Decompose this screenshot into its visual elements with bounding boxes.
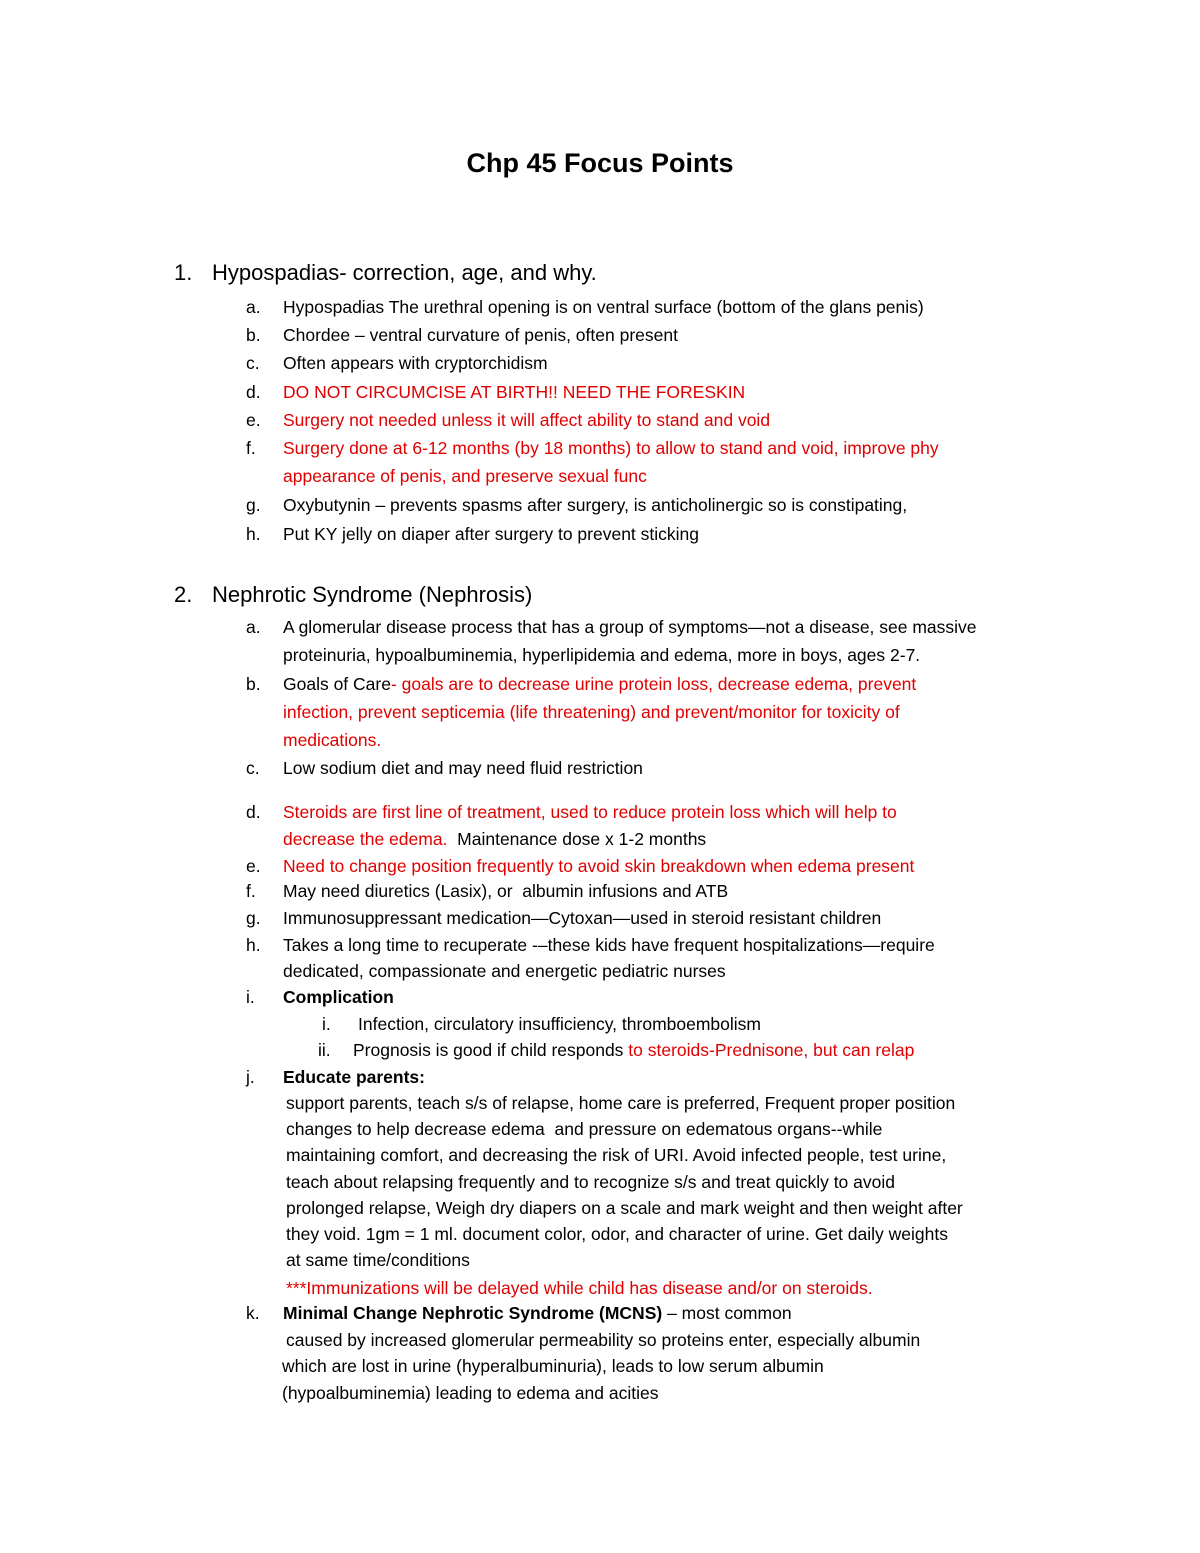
page-title: Chp 45 Focus Points xyxy=(466,148,734,178)
paragraph-line: they void. 1gm = 1 ml. document color, odor, and character of urine. Get daily weights xyxy=(286,1224,948,1244)
list-item-continuation: infection, prevent septicemia (life threatening) and prevent/monitor for toxicity of xyxy=(283,702,900,722)
list-marker: i. xyxy=(322,1014,331,1034)
list-item-text: Infection, circulatory insufficiency, thromboembolism xyxy=(358,1014,761,1034)
list-item-text: Steroids are first line of treatment, used to reduce protein loss which will help to xyxy=(283,802,897,822)
list-marker: c. xyxy=(246,758,260,778)
paragraph-line: teach about relapsing frequently and to recognize s/s and treat quickly to avoid xyxy=(286,1172,895,1192)
list-item-text: Surgery not needed unless it will affect ability to stand and void xyxy=(283,410,771,430)
list-marker: f. xyxy=(246,881,256,901)
list-item-text: Surgery done at 6-12 months (by 18 months) to allow to stand and void, improve phy xyxy=(283,438,939,458)
list-marker: h. xyxy=(246,935,261,955)
paragraph-line: prolonged relapse, Weigh dry diapers on a scale and mark weight and then weight after xyxy=(286,1198,963,1218)
list-marker: d. xyxy=(246,802,261,822)
list-item-text: Low sodium diet and may need fluid restriction xyxy=(283,758,643,778)
list-item-continuation: proteinuria, hypoalbuminemia, hyperlipidemia and edema, more in boys, ages 2-7. xyxy=(283,645,921,665)
list-item-text: Educate parents: xyxy=(283,1067,425,1087)
section-number: 1. xyxy=(174,260,193,285)
list-item-continuation: medications. xyxy=(283,730,382,750)
list-marker: i. xyxy=(246,987,255,1007)
list-item-text: May need diuretics (Lasix), or albumin infusions and ATB xyxy=(283,881,729,901)
list-item-text: Goals of Care- goals are to decrease urine protein loss, decrease edema, prevent xyxy=(283,674,917,694)
list-marker: b. xyxy=(246,674,261,694)
list-item-continuation: dedicated, compassionate and energetic pediatric nurses xyxy=(283,961,726,981)
paragraph-line: maintaining comfort, and decreasing the risk of URI. Avoid infected people, test urine, xyxy=(286,1145,947,1165)
paragraph-line: at same time/conditions xyxy=(286,1250,470,1270)
list-item-text: Often appears with cryptorchidism xyxy=(283,353,548,373)
section-number: 2. xyxy=(174,582,193,607)
list-item-text: Prognosis is good if child responds to steroids-Prednisone, but can relap xyxy=(353,1040,915,1060)
list-marker: h. xyxy=(246,524,261,544)
list-marker: a. xyxy=(246,617,261,637)
section-title: Hypospadias- correction, age, and why. xyxy=(212,260,597,285)
list-marker: g. xyxy=(246,908,261,928)
list-item-text: Minimal Change Nephrotic Syndrome (MCNS) – most common xyxy=(283,1303,792,1323)
list-marker: e. xyxy=(246,856,261,876)
section-title: Nephrotic Syndrome (Nephrosis) xyxy=(212,582,533,607)
list-item-text: Hypospadias The urethral opening is on ventral surface (bottom of the glans penis) xyxy=(283,297,924,317)
list-item-text: Oxybutynin – prevents spasms after surgery, is anticholinergic so is constipating, xyxy=(283,495,908,515)
list-marker: j. xyxy=(246,1067,255,1087)
list-marker: a. xyxy=(246,297,261,317)
list-item-text: Put KY jelly on diaper after surgery to prevent sticking xyxy=(283,524,700,544)
list-item-continuation: decrease the edema. Maintenance dose x 1-2 months xyxy=(283,829,707,849)
list-marker: g. xyxy=(246,495,261,515)
list-marker: k. xyxy=(246,1303,260,1323)
paragraph-line: support parents, teach s/s of relapse, home care is preferred, Frequent proper position xyxy=(286,1093,956,1113)
list-marker: c. xyxy=(246,353,260,373)
list-marker: d. xyxy=(246,382,261,402)
list-item-text: DO NOT CIRCUMCISE AT BIRTH!! NEED THE FORESKIN xyxy=(283,382,746,402)
list-item-text: Complication xyxy=(283,987,394,1007)
paragraph-line: (hypoalbuminemia) leading to edema and acities xyxy=(282,1383,659,1403)
list-item-continuation: appearance of penis, and preserve sexual func xyxy=(283,466,647,486)
section-1-heading xyxy=(174,259,597,287)
list-item-text: Chordee – ventral curvature of penis, often present xyxy=(283,325,678,345)
list-item-text: Immunosuppressant medication—Cytoxan—used in steroid resistant children xyxy=(283,908,882,928)
paragraph-line: changes to help decrease edema and pressure on edematous organs--while xyxy=(286,1119,883,1139)
list-marker: e. xyxy=(246,410,261,430)
paragraph-line: ***Immunizations will be delayed while child has disease and/or on steroids. xyxy=(286,1278,873,1298)
section-2-heading xyxy=(174,581,532,609)
paragraph-line: caused by increased glomerular permeability so proteins enter, especially albumin xyxy=(286,1330,921,1350)
paragraph-line: which are lost in urine (hyperalbuminuria), leads to low serum albumin xyxy=(282,1356,824,1376)
list-marker: b. xyxy=(246,325,261,345)
list-item-text: A glomerular disease process that has a group of symptoms—not a disease, see massive xyxy=(283,617,977,637)
list-item-text: Need to change position frequently to avoid skin breakdown when edema present xyxy=(283,856,915,876)
list-item-text: Takes a long time to recuperate -–these kids have frequent hospitalizations—require xyxy=(283,935,935,955)
list-marker: ii. xyxy=(318,1040,331,1060)
list-marker: f. xyxy=(246,438,256,458)
